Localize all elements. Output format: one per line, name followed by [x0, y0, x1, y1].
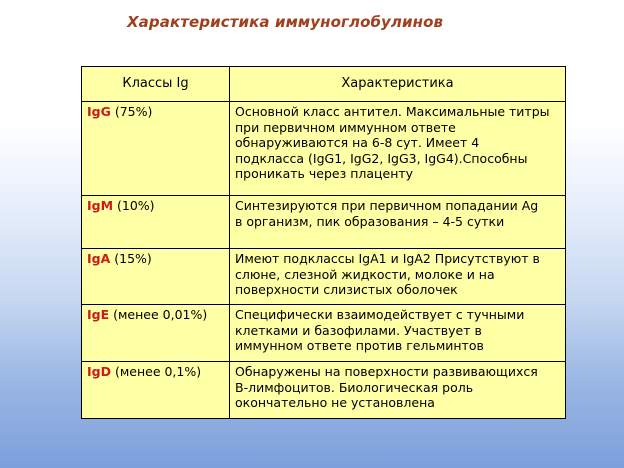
characteristic-cell: Специфически взаимодействует с тучными клетками и базофилами. Участвует в иммунном ответе против гельминтов — [230, 305, 566, 362]
class-cell — [82, 102, 230, 196]
characteristic-cell: Имеют подклассы IgA1 и IgA2 Присутствуют в слюне, слезной жидкости, молоке и на поверхности слизистых оболочек — [230, 249, 566, 305]
ig-class-name: IgA — [87, 251, 111, 266]
header-row — [82, 67, 566, 102]
class-cell — [82, 249, 230, 305]
class-cell — [82, 196, 230, 249]
table-row-iga — [82, 249, 566, 305]
table-row-igm — [82, 196, 566, 249]
characteristic-cell: Обнаружены на поверхности развивающихся B-лимфоцитов. Биологическая роль окончательно не установлена — [230, 362, 566, 419]
ig-class-share: (15%) — [110, 251, 152, 266]
table-row-igd — [82, 362, 566, 419]
ig-class-name: IgE — [87, 307, 110, 322]
class-cell — [82, 305, 230, 362]
header-class: Классы Ig — [82, 67, 230, 102]
characteristic-cell: Синтезируются при первичном попадании Ag в организм, пик образования – 4-5 сутки — [230, 196, 566, 249]
ig-class-name: IgM — [87, 198, 114, 213]
table-row-igg — [82, 102, 566, 196]
ig-class-name: IgD — [87, 364, 111, 379]
slide-title: Характеристика иммуноглобулинов — [127, 13, 444, 31]
ig-class-share: (менее 0,1%) — [110, 364, 202, 379]
header-characteristic: Характеристика — [230, 67, 566, 102]
immunoglobulin-table — [81, 66, 566, 419]
ig-class-share: (10%) — [113, 198, 155, 213]
ig-class-name: IgG — [87, 104, 111, 119]
class-cell — [82, 362, 230, 419]
ig-class-share: (менее 0,01%) — [109, 307, 208, 322]
table-row-ige — [82, 305, 566, 362]
ig-class-share: (75%) — [110, 104, 153, 119]
characteristic-cell: Основной класс антител. Максимальные титры при первичном иммунном ответе обнаруживаются на 6-8 сут. Имеет 4 подкласса (IgG1, IgG2, IgG3, IgG4).Способны проникать через плаценту — [230, 102, 566, 196]
